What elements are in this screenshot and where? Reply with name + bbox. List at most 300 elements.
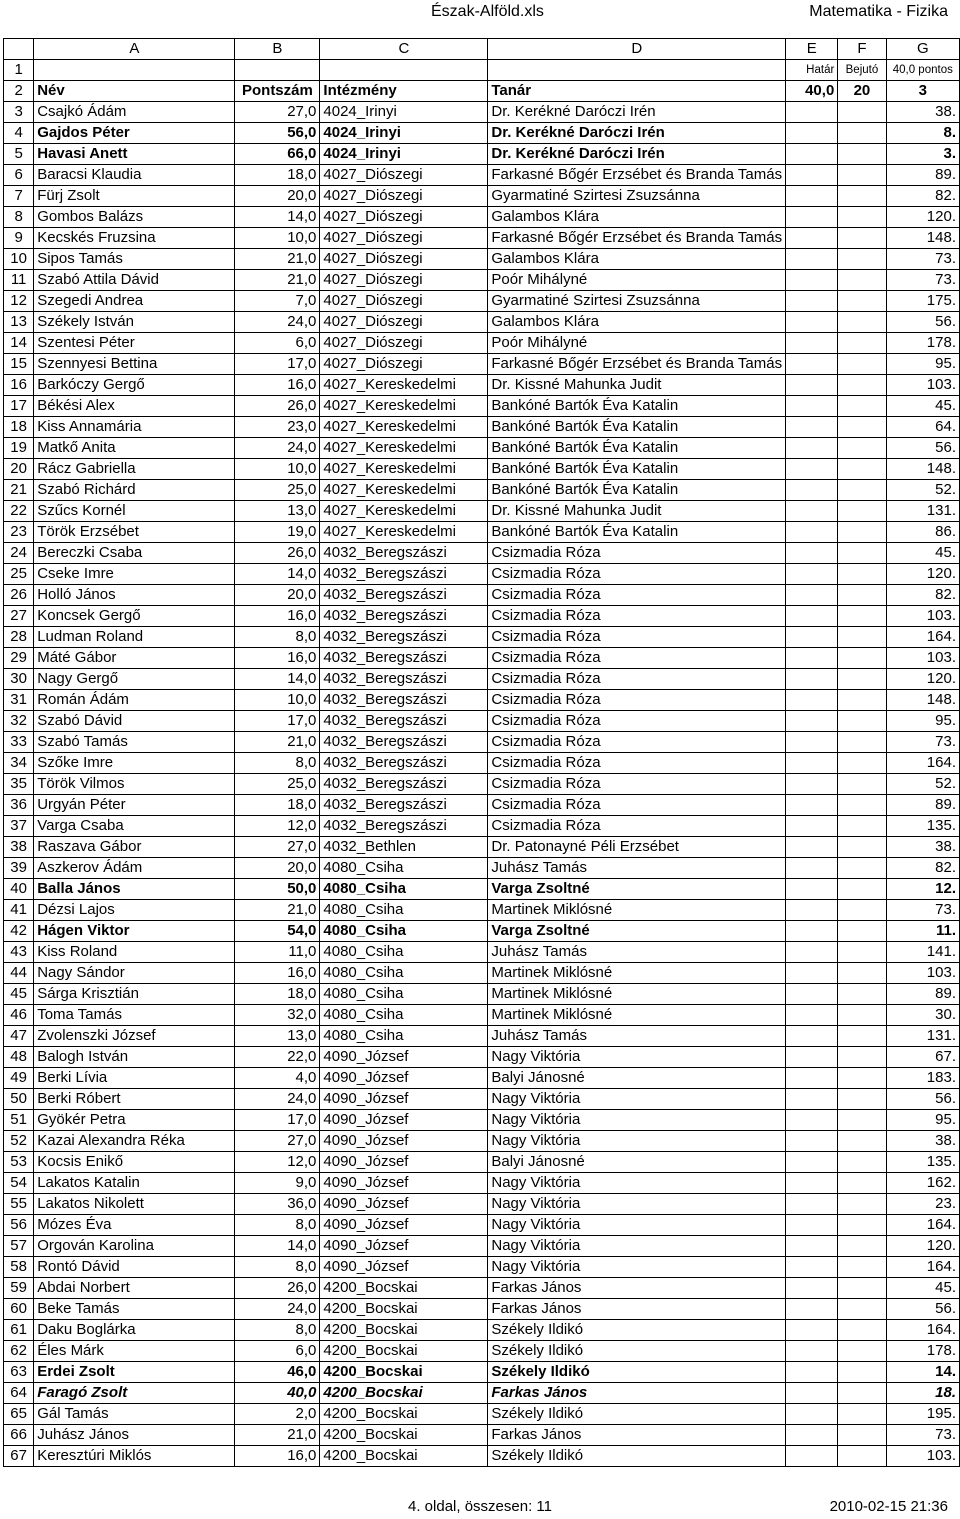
score[interactable]: 27,0 — [235, 102, 320, 123]
teacher[interactable]: Farkas János — [488, 1425, 786, 1446]
teacher[interactable]: Bankóné Bartók Éva Katalin — [488, 396, 786, 417]
rank[interactable]: 103. — [886, 1446, 959, 1467]
teacher[interactable]: Dr. Kerékné Daróczi Irén — [488, 144, 786, 165]
cell[interactable] — [838, 1068, 886, 1089]
teacher[interactable]: Farkasné Bőgér Erzsébet és Branda Tamás — [488, 228, 786, 249]
cell[interactable] — [786, 984, 838, 1005]
teacher[interactable]: Csizmadia Róza — [488, 669, 786, 690]
column-header-f[interactable]: F — [838, 39, 886, 60]
rank[interactable]: 3. — [886, 144, 959, 165]
score[interactable]: 20,0 — [235, 858, 320, 879]
institution[interactable]: 4090_József — [320, 1110, 488, 1131]
teacher[interactable]: Dr. Kissné Mahunka Judit — [488, 375, 786, 396]
rank[interactable]: 175. — [886, 291, 959, 312]
column-header-g[interactable]: G — [886, 39, 959, 60]
institution[interactable]: 4200_Bocskai — [320, 1404, 488, 1425]
cell[interactable] — [786, 711, 838, 732]
cell[interactable] — [838, 1341, 886, 1362]
cell[interactable] — [838, 858, 886, 879]
admitted-value[interactable]: 20 — [838, 81, 886, 102]
cell[interactable] — [786, 816, 838, 837]
student-name[interactable]: Gombos Balázs — [34, 207, 235, 228]
institution[interactable]: 4090_József — [320, 1047, 488, 1068]
cell[interactable] — [838, 291, 886, 312]
institution[interactable]: 4200_Bocskai — [320, 1278, 488, 1299]
cell[interactable] — [838, 459, 886, 480]
teacher[interactable]: Csizmadia Róza — [488, 543, 786, 564]
rank[interactable]: 183. — [886, 1068, 959, 1089]
rank[interactable]: 56. — [886, 1299, 959, 1320]
teacher[interactable]: Farkas János — [488, 1383, 786, 1404]
rank[interactable]: 11. — [886, 921, 959, 942]
cell[interactable] — [235, 60, 320, 81]
student-name[interactable]: Szabó Richárd — [34, 480, 235, 501]
cell[interactable] — [838, 774, 886, 795]
score[interactable]: 8,0 — [235, 1257, 320, 1278]
institution[interactable]: 4080_Csiha — [320, 942, 488, 963]
cell[interactable] — [786, 354, 838, 375]
score[interactable]: 10,0 — [235, 459, 320, 480]
cell[interactable] — [786, 396, 838, 417]
cell[interactable] — [838, 1005, 886, 1026]
teacher[interactable]: Nagy Viktória — [488, 1089, 786, 1110]
cell[interactable] — [786, 627, 838, 648]
cell[interactable] — [786, 417, 838, 438]
cell[interactable] — [838, 669, 886, 690]
student-name[interactable]: Barkóczy Gergő — [34, 375, 235, 396]
cell[interactable] — [838, 816, 886, 837]
rank[interactable]: 38. — [886, 1131, 959, 1152]
score[interactable]: 14,0 — [235, 1236, 320, 1257]
cell[interactable] — [838, 711, 886, 732]
cell[interactable] — [838, 1215, 886, 1236]
teacher[interactable]: Csizmadia Róza — [488, 711, 786, 732]
cell[interactable] — [786, 669, 838, 690]
teacher[interactable]: Csizmadia Róza — [488, 627, 786, 648]
cell[interactable] — [786, 1320, 838, 1341]
institution[interactable]: 4032_Beregszászi — [320, 732, 488, 753]
cell[interactable] — [488, 60, 786, 81]
student-name[interactable]: Kiss Roland — [34, 942, 235, 963]
teacher[interactable]: Juhász Tamás — [488, 1026, 786, 1047]
cell[interactable] — [786, 291, 838, 312]
student-name[interactable]: Zvolenszki József — [34, 1026, 235, 1047]
rank[interactable]: 120. — [886, 669, 959, 690]
institution[interactable]: 4080_Csiha — [320, 1026, 488, 1047]
institution[interactable]: 4090_József — [320, 1152, 488, 1173]
rank[interactable]: 73. — [886, 732, 959, 753]
student-name[interactable]: Ludman Roland — [34, 627, 235, 648]
cell[interactable] — [786, 543, 838, 564]
rank[interactable]: 82. — [886, 585, 959, 606]
score[interactable]: 14,0 — [235, 207, 320, 228]
institution[interactable]: 4032_Beregszászi — [320, 648, 488, 669]
rank[interactable]: 103. — [886, 375, 959, 396]
teacher[interactable]: Juhász Tamás — [488, 858, 786, 879]
student-name[interactable]: Erdei Zsolt — [34, 1362, 235, 1383]
cell[interactable] — [838, 1173, 886, 1194]
student-name[interactable]: Bereczki Csaba — [34, 543, 235, 564]
rank[interactable]: 23. — [886, 1194, 959, 1215]
teacher[interactable]: Dr. Kerékné Daróczi Irén — [488, 102, 786, 123]
cell[interactable] — [786, 1404, 838, 1425]
cell[interactable] — [838, 375, 886, 396]
institution[interactable]: 4027_Kereskedelmi — [320, 396, 488, 417]
score[interactable]: 8,0 — [235, 753, 320, 774]
student-name[interactable]: Urgyán Péter — [34, 795, 235, 816]
institution[interactable]: 4027_Diószegi — [320, 291, 488, 312]
teacher[interactable]: Martinek Miklósné — [488, 984, 786, 1005]
cell[interactable] — [838, 312, 886, 333]
institution[interactable]: 4032_Beregszászi — [320, 627, 488, 648]
cell[interactable] — [838, 1257, 886, 1278]
cell[interactable] — [786, 123, 838, 144]
score[interactable]: 24,0 — [235, 438, 320, 459]
rank[interactable]: 52. — [886, 774, 959, 795]
teacher[interactable]: Székely Ildikó — [488, 1446, 786, 1467]
teacher[interactable]: Balyi Jánosné — [488, 1068, 786, 1089]
score[interactable]: 40,0 — [235, 1383, 320, 1404]
cell[interactable] — [786, 606, 838, 627]
cell[interactable] — [838, 732, 886, 753]
teacher[interactable]: Farkasné Bőgér Erzsébet és Branda Tamás — [488, 165, 786, 186]
teacher[interactable]: Balyi Jánosné — [488, 1152, 786, 1173]
institution[interactable]: 4027_Diószegi — [320, 207, 488, 228]
teacher[interactable]: Nagy Viktória — [488, 1257, 786, 1278]
cell[interactable] — [838, 165, 886, 186]
cell[interactable] — [838, 1362, 886, 1383]
cell[interactable] — [838, 354, 886, 375]
cell[interactable] — [786, 963, 838, 984]
cell[interactable] — [786, 1089, 838, 1110]
institution[interactable]: 4027_Kereskedelmi — [320, 522, 488, 543]
rank[interactable]: 164. — [886, 1257, 959, 1278]
cell[interactable] — [786, 333, 838, 354]
score[interactable]: 18,0 — [235, 165, 320, 186]
institution[interactable]: 4090_József — [320, 1194, 488, 1215]
institution[interactable]: 4090_József — [320, 1131, 488, 1152]
cell[interactable] — [786, 564, 838, 585]
rank[interactable]: 164. — [886, 627, 959, 648]
institution[interactable]: 4090_József — [320, 1257, 488, 1278]
cell[interactable] — [838, 564, 886, 585]
cell[interactable] — [786, 501, 838, 522]
cell[interactable] — [786, 1257, 838, 1278]
institution[interactable]: 4032_Beregszászi — [320, 564, 488, 585]
institution[interactable]: 4200_Bocskai — [320, 1383, 488, 1404]
cell[interactable] — [838, 585, 886, 606]
rank[interactable]: 56. — [886, 312, 959, 333]
rank[interactable]: 45. — [886, 396, 959, 417]
institution[interactable]: 4032_Beregszászi — [320, 711, 488, 732]
teacher[interactable]: Csizmadia Róza — [488, 774, 786, 795]
student-name[interactable]: Berki Róbert — [34, 1089, 235, 1110]
cell[interactable] — [786, 228, 838, 249]
score[interactable]: 24,0 — [235, 1089, 320, 1110]
teacher[interactable]: Székely Ildikó — [488, 1362, 786, 1383]
rank[interactable]: 178. — [886, 1341, 959, 1362]
score[interactable]: 50,0 — [235, 879, 320, 900]
teacher[interactable]: Farkasné Bőgér Erzsébet és Branda Tamás — [488, 354, 786, 375]
teacher[interactable]: Csizmadia Róza — [488, 795, 786, 816]
student-name[interactable]: Lakatos Nikolett — [34, 1194, 235, 1215]
student-name[interactable]: Abdai Norbert — [34, 1278, 235, 1299]
score[interactable]: 16,0 — [235, 1446, 320, 1467]
cell[interactable] — [786, 942, 838, 963]
cell[interactable] — [838, 1383, 886, 1404]
rank[interactable]: 82. — [886, 186, 959, 207]
teacher[interactable]: Bankóné Bartók Éva Katalin — [488, 522, 786, 543]
institution[interactable]: 4200_Bocskai — [320, 1446, 488, 1467]
score[interactable]: 36,0 — [235, 1194, 320, 1215]
student-name[interactable]: Dézsi Lajos — [34, 900, 235, 921]
student-name[interactable]: Szűcs Kornél — [34, 501, 235, 522]
cell[interactable] — [786, 1446, 838, 1467]
teacher[interactable]: Csizmadia Róza — [488, 690, 786, 711]
teacher[interactable]: Székely Ildikó — [488, 1320, 786, 1341]
institution[interactable]: 4032_Beregszászi — [320, 543, 488, 564]
institution[interactable]: 4200_Bocskai — [320, 1341, 488, 1362]
student-name[interactable]: Csajkó Ádám — [34, 102, 235, 123]
student-name[interactable]: Koncsek Gergő — [34, 606, 235, 627]
institution[interactable]: 4032_Beregszászi — [320, 690, 488, 711]
score[interactable]: 8,0 — [235, 1215, 320, 1236]
score[interactable]: 25,0 — [235, 480, 320, 501]
score[interactable]: 16,0 — [235, 375, 320, 396]
cell[interactable] — [786, 144, 838, 165]
cell[interactable] — [838, 438, 886, 459]
score[interactable]: 16,0 — [235, 648, 320, 669]
student-name[interactable]: Kazai Alexandra Réka — [34, 1131, 235, 1152]
cell[interactable] — [838, 921, 886, 942]
cell[interactable] — [838, 1320, 886, 1341]
rank[interactable]: 73. — [886, 900, 959, 921]
full-score-label[interactable]: 40,0 pontos — [886, 60, 959, 81]
student-name[interactable]: Toma Tamás — [34, 1005, 235, 1026]
student-name[interactable]: Gyökér Petra — [34, 1110, 235, 1131]
institution[interactable]: 4080_Csiha — [320, 900, 488, 921]
cell[interactable] — [838, 942, 886, 963]
score[interactable]: 16,0 — [235, 963, 320, 984]
cell[interactable] — [786, 1236, 838, 1257]
cell[interactable] — [786, 165, 838, 186]
teacher[interactable]: Csizmadia Róza — [488, 564, 786, 585]
student-name[interactable]: Lakatos Katalin — [34, 1173, 235, 1194]
column-header-b[interactable]: B — [235, 39, 320, 60]
cell[interactable] — [786, 1215, 838, 1236]
cell[interactable] — [786, 480, 838, 501]
institution[interactable]: 4200_Bocskai — [320, 1299, 488, 1320]
rank[interactable]: 8. — [886, 123, 959, 144]
cell[interactable] — [838, 417, 886, 438]
teacher[interactable]: Bankóné Bartók Éva Katalin — [488, 438, 786, 459]
cell[interactable] — [786, 858, 838, 879]
score[interactable]: 10,0 — [235, 690, 320, 711]
teacher-column-title[interactable]: Tanár — [488, 81, 786, 102]
rank[interactable]: 67. — [886, 1047, 959, 1068]
teacher[interactable]: Nagy Viktória — [488, 1236, 786, 1257]
cell[interactable] — [786, 1299, 838, 1320]
rank[interactable]: 131. — [886, 501, 959, 522]
teacher[interactable]: Dr. Patonayné Péli Erzsébet — [488, 837, 786, 858]
teacher[interactable]: Bankóné Bartók Éva Katalin — [488, 480, 786, 501]
student-name[interactable]: Békési Alex — [34, 396, 235, 417]
cell[interactable] — [838, 1446, 886, 1467]
institution[interactable]: 4032_Beregszászi — [320, 774, 488, 795]
cell[interactable] — [786, 837, 838, 858]
score[interactable]: 21,0 — [235, 249, 320, 270]
student-name[interactable]: Varga Csaba — [34, 816, 235, 837]
teacher[interactable]: Nagy Viktória — [488, 1047, 786, 1068]
cell[interactable] — [838, 1110, 886, 1131]
institution[interactable]: 4080_Csiha — [320, 963, 488, 984]
cell[interactable] — [786, 249, 838, 270]
cell[interactable] — [786, 732, 838, 753]
rank[interactable]: 14. — [886, 1362, 959, 1383]
cell[interactable] — [786, 1194, 838, 1215]
institution[interactable]: 4027_Kereskedelmi — [320, 438, 488, 459]
rank[interactable]: 18. — [886, 1383, 959, 1404]
cell[interactable] — [786, 1341, 838, 1362]
column-header-c[interactable]: C — [320, 39, 488, 60]
score[interactable]: 6,0 — [235, 333, 320, 354]
cell[interactable] — [786, 1152, 838, 1173]
institution[interactable]: 4032_Bethlen — [320, 837, 488, 858]
rank[interactable]: 148. — [886, 459, 959, 480]
student-name[interactable]: Szennyesi Bettina — [34, 354, 235, 375]
rank[interactable]: 12. — [886, 879, 959, 900]
rank[interactable]: 86. — [886, 522, 959, 543]
teacher[interactable]: Nagy Viktória — [488, 1173, 786, 1194]
cell[interactable] — [786, 900, 838, 921]
cell[interactable] — [786, 186, 838, 207]
name-column-title[interactable]: Név — [34, 81, 235, 102]
cell[interactable] — [786, 1005, 838, 1026]
score[interactable]: 26,0 — [235, 543, 320, 564]
cell[interactable] — [838, 123, 886, 144]
student-name[interactable]: Aszkerov Ádám — [34, 858, 235, 879]
teacher[interactable]: Gyarmatiné Szirtesi Zsuzsánna — [488, 186, 786, 207]
institution[interactable]: 4080_Csiha — [320, 1005, 488, 1026]
student-name[interactable]: Nagy Gergő — [34, 669, 235, 690]
student-name[interactable]: Rontó Dávid — [34, 1257, 235, 1278]
column-header-a[interactable]: A — [34, 39, 235, 60]
cell[interactable] — [786, 1047, 838, 1068]
institution[interactable]: 4027_Diószegi — [320, 333, 488, 354]
column-header-e[interactable]: E — [786, 39, 838, 60]
student-name[interactable]: Faragó Zsolt — [34, 1383, 235, 1404]
rank[interactable]: 131. — [886, 1026, 959, 1047]
cell[interactable] — [838, 144, 886, 165]
student-name[interactable]: Balogh István — [34, 1047, 235, 1068]
rank[interactable]: 52. — [886, 480, 959, 501]
cell[interactable] — [838, 270, 886, 291]
student-name[interactable]: Török Erzsébet — [34, 522, 235, 543]
score[interactable]: 11,0 — [235, 942, 320, 963]
rank[interactable]: 162. — [886, 1173, 959, 1194]
cell[interactable] — [786, 438, 838, 459]
rank[interactable]: 164. — [886, 1320, 959, 1341]
teacher[interactable]: Dr. Kerékné Daróczi Irén — [488, 123, 786, 144]
institution[interactable]: 4090_József — [320, 1173, 488, 1194]
rank[interactable]: 95. — [886, 354, 959, 375]
student-name[interactable]: Balla János — [34, 879, 235, 900]
cell[interactable] — [838, 207, 886, 228]
cell[interactable] — [838, 1278, 886, 1299]
student-name[interactable]: Cseke Imre — [34, 564, 235, 585]
student-name[interactable]: Daku Boglárka — [34, 1320, 235, 1341]
rank[interactable]: 56. — [886, 438, 959, 459]
rank[interactable]: 38. — [886, 102, 959, 123]
institution[interactable]: 4027_Kereskedelmi — [320, 417, 488, 438]
teacher[interactable]: Székely Ildikó — [488, 1341, 786, 1362]
institution[interactable]: 4024_Irinyi — [320, 123, 488, 144]
student-name[interactable]: Beke Tamás — [34, 1299, 235, 1320]
teacher[interactable]: Bankóné Bartók Éva Katalin — [488, 459, 786, 480]
teacher[interactable]: Dr. Kissné Mahunka Judit — [488, 501, 786, 522]
score[interactable]: 26,0 — [235, 396, 320, 417]
cell[interactable] — [786, 1026, 838, 1047]
student-name[interactable]: Juhász János — [34, 1425, 235, 1446]
cell[interactable] — [786, 312, 838, 333]
rank[interactable]: 73. — [886, 249, 959, 270]
teacher[interactable]: Csizmadia Róza — [488, 753, 786, 774]
score[interactable]: 20,0 — [235, 186, 320, 207]
teacher[interactable]: Galambos Klára — [488, 312, 786, 333]
student-name[interactable]: Sipos Tamás — [34, 249, 235, 270]
rank[interactable]: 95. — [886, 1110, 959, 1131]
score[interactable]: 27,0 — [235, 837, 320, 858]
cell[interactable] — [838, 186, 886, 207]
cell[interactable] — [838, 1299, 886, 1320]
student-name[interactable]: Máté Gábor — [34, 648, 235, 669]
score[interactable]: 24,0 — [235, 312, 320, 333]
cell[interactable] — [838, 102, 886, 123]
score[interactable]: 27,0 — [235, 1131, 320, 1152]
student-name[interactable]: Gál Tamás — [34, 1404, 235, 1425]
cell[interactable] — [838, 627, 886, 648]
rank[interactable]: 103. — [886, 648, 959, 669]
rank[interactable]: 82. — [886, 858, 959, 879]
cell[interactable] — [786, 774, 838, 795]
institution[interactable]: 4032_Beregszászi — [320, 816, 488, 837]
cell[interactable] — [838, 606, 886, 627]
cell[interactable] — [786, 207, 838, 228]
cell[interactable] — [838, 837, 886, 858]
student-name[interactable]: Székely István — [34, 312, 235, 333]
full-score-value[interactable]: 3 — [886, 81, 959, 102]
student-name[interactable]: Szőke Imre — [34, 753, 235, 774]
student-name[interactable]: Szentesi Péter — [34, 333, 235, 354]
cell[interactable] — [786, 795, 838, 816]
cell[interactable] — [786, 879, 838, 900]
score[interactable]: 19,0 — [235, 522, 320, 543]
score[interactable]: 13,0 — [235, 501, 320, 522]
cell[interactable] — [838, 1194, 886, 1215]
cell[interactable] — [786, 648, 838, 669]
score[interactable]: 6,0 — [235, 1341, 320, 1362]
rank[interactable]: 30. — [886, 1005, 959, 1026]
score[interactable]: 10,0 — [235, 228, 320, 249]
score[interactable]: 54,0 — [235, 921, 320, 942]
score[interactable]: 21,0 — [235, 1425, 320, 1446]
teacher[interactable]: Csizmadia Róza — [488, 585, 786, 606]
cell[interactable] — [838, 1152, 886, 1173]
institution[interactable]: 4032_Beregszászi — [320, 795, 488, 816]
student-name[interactable]: Szabó Attila Dávid — [34, 270, 235, 291]
threshold-value[interactable]: 40,0 — [786, 81, 838, 102]
rank[interactable]: 178. — [886, 333, 959, 354]
